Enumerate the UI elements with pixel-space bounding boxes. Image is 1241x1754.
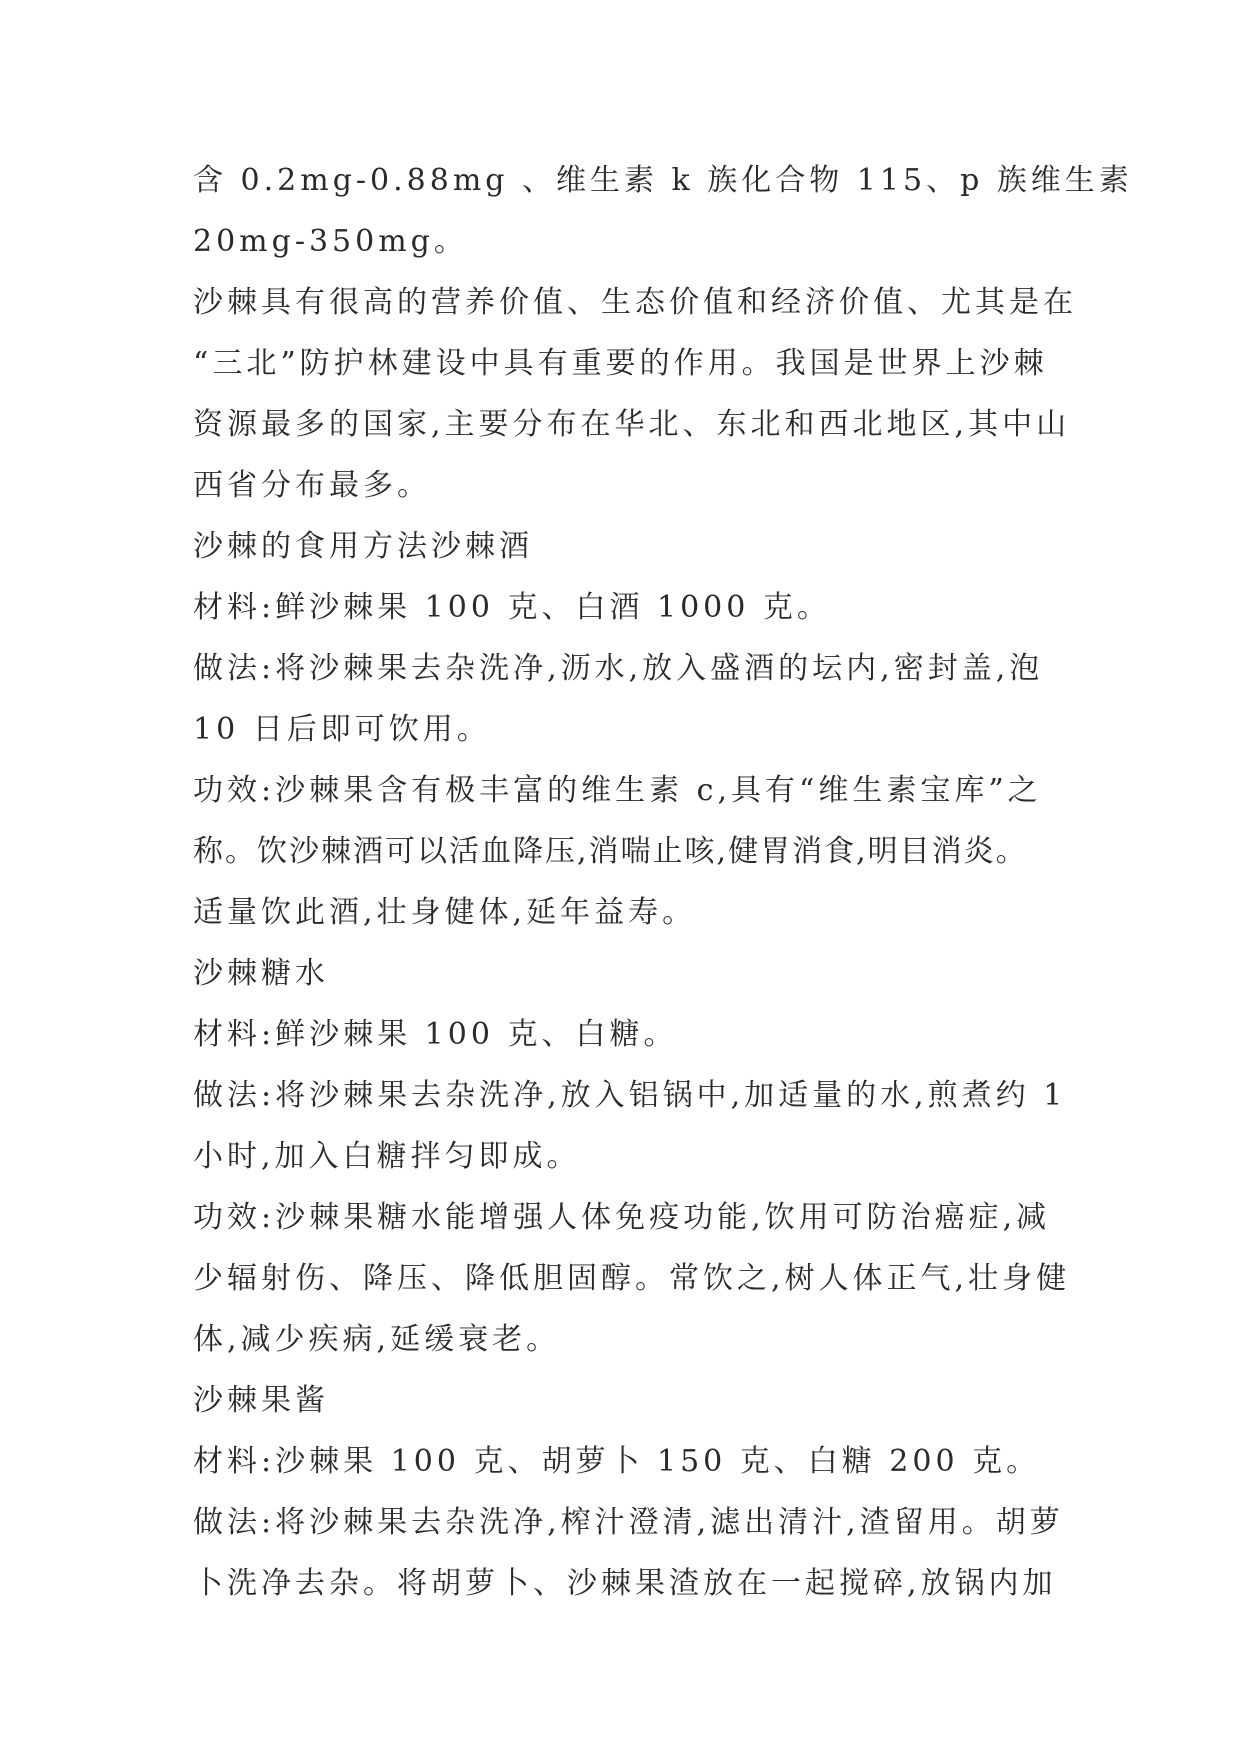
text-line: 含 0.2mg-0.88mg 、维生素 k 族化合物 115、p 族维生素 [193,163,1133,198]
text-line: “三北”防护林建设中具有重要的作用。我国是世界上沙棘 [193,346,1048,381]
text-line: 小时,加入白糖拌匀即成。 [193,1139,581,1174]
text-line: 材料:沙棘果 100 克、胡萝卜 150 克、白糖 200 克。 [193,1444,1041,1479]
text-line: 功效:沙棘果含有极丰富的维生素 c,具有“维生素宝库”之 [193,773,1042,808]
text-line: 西省分布最多。 [193,468,431,503]
text-line: 卜洗净去杂。将胡萝卜、沙棘果渣放在一起搅碎,放锅内加 [193,1566,1057,1601]
document-body [193,160,1133,1624]
text-line: 称。饮沙棘酒可以活血降压,消喘止咳,健胃消食,明目消炎。 [193,834,1028,869]
section-heading: 沙棘果酱 [193,1383,329,1418]
text-line: 10 日后即可饮用。 [193,712,491,747]
text-line: 沙棘具有很高的营养价值、生态价值和经济价值、尤其是在 [193,285,1077,320]
section-heading: 沙棘糖水 [193,956,329,991]
text-line: 做法:将沙棘果去杂洗净,沥水,放入盛酒的坛内,密封盖,泡 [193,651,1044,686]
text-line: 适量饮此酒,壮身健体,延年益寿。 [193,895,697,930]
section-heading: 沙棘的食用方法沙棘酒 [193,529,533,564]
text-line: 材料:鲜沙棘果 100 克、白糖。 [193,1017,678,1052]
text-line: 少辐射伤、降压、降低胆固醇。常饮之,树人体正气,壮身健 [193,1261,1071,1296]
text-line: 做法:将沙棘果去杂洗净,放入铝锅中,加适量的水,煎煮约 1 [193,1078,1067,1113]
text-line: 20mg-350mg。 [193,224,468,259]
text-line: 资源最多的国家,主要分布在华北、东北和西北地区,其中山 [193,407,1071,442]
text-line: 做法:将沙棘果去杂洗净,榨汁澄清,滤出清汁,渣留用。胡萝 [193,1505,1064,1540]
text-line: 材料:鲜沙棘果 100 克、白酒 1000 克。 [193,590,831,625]
text-line: 体,减少疾病,延缓衰老。 [193,1322,561,1357]
text-line: 功效:沙棘果糖水能增强人体免疫功能,饮用可防治癌症,减 [193,1200,1051,1235]
